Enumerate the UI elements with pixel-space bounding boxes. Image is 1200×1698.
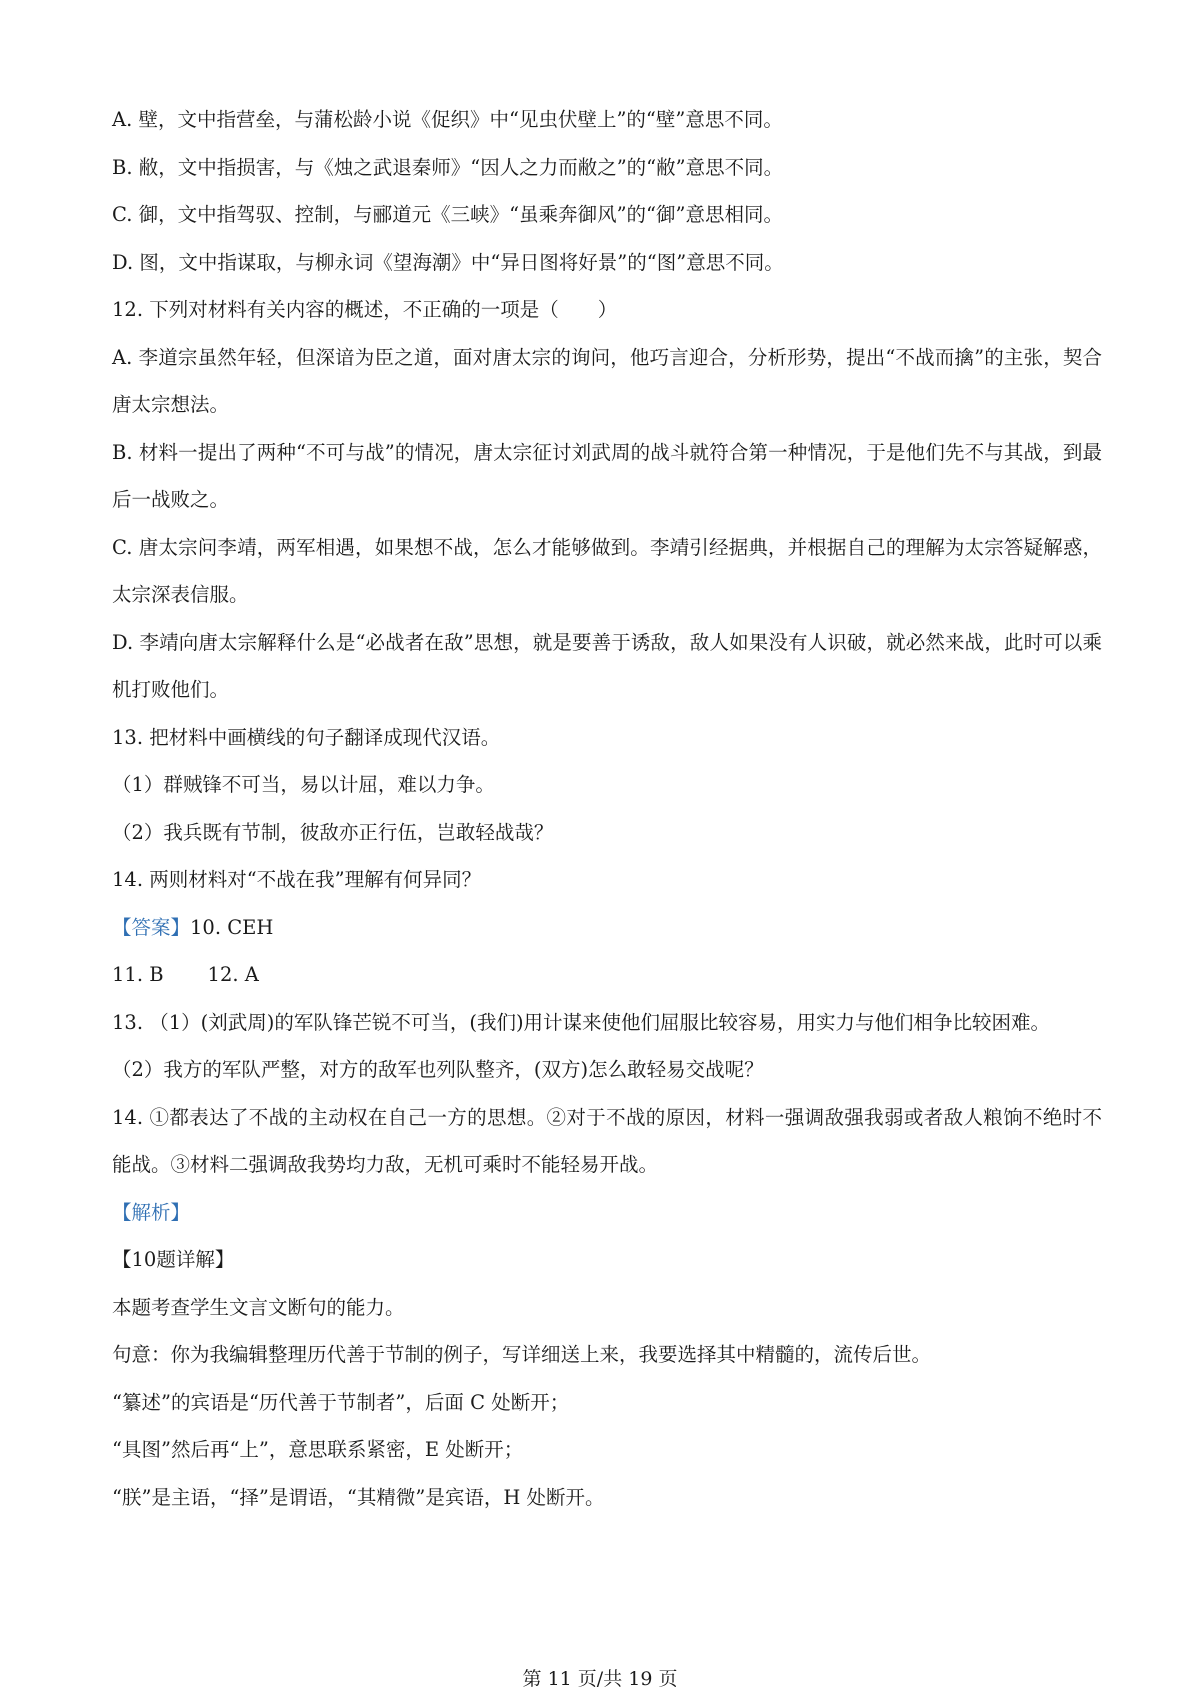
answer-12: 12. A [207, 963, 259, 986]
q12-stem: 12. 下列对材料有关内容的概述，不正确的一项是（ ） [112, 298, 618, 321]
analysis-tag: 【解析】 [112, 1200, 191, 1224]
q13-item-1: （1）群贼锋不可当，易以计屈，难以力争。 [112, 773, 495, 796]
answer-10: 10. CEH [190, 915, 274, 939]
answer-14: 14. ①都表达了不战的主动权在自己一方的思想。②对于不战的原因，材料一强调敌强我弱或者敌人粮饷不绝时不能战。③材料二强调敌我势均力敌，无机可乘时不能轻易开战。 [112, 1105, 1102, 1176]
answer-13-2: （2）我方的军队严整，对方的敌军也列队整齐，(双方)怎么敢轻易交战呢？ [112, 1058, 764, 1081]
analysis-line-4: “具图”然后再“上”，意思联系紧密，E 处断开； [112, 1438, 524, 1461]
answer-13-1: 13. （1）(刘武周)的军队锋芒锐不可当，(我们)用计谋来使他们屈服比较容易，用实力与他们相争比较困难。 [112, 1010, 1051, 1034]
page-number: 第 11 页/共 19 页 [522, 1668, 678, 1690]
answer-11: 11. B [112, 963, 164, 986]
analysis-line-1: 本题考查学生文言文断句的能力。 [112, 1295, 405, 1319]
q12-option-b: B. 材料一提出了两种“不可与战”的情况，唐太宗征讨刘武周的战斗就符合第一种情况，于是他们先不与其战，到最后一战败之。 [112, 440, 1102, 511]
answer-line-10 [112, 904, 1102, 952]
analysis-line-3: “纂述”的宾语是“历代善于节制者”，后面 C 处断开； [112, 1390, 570, 1414]
q11-option-b: B. 敝，文中指损害，与《烛之武退秦师》“因人之力而敝之”的“敝”意思不同。 [112, 155, 784, 179]
q11-option-c: C. 御，文中指驾驭、控制，与郦道元《三峡》“虽乘奔御风”的“御”意思相同。 [112, 203, 783, 226]
q11-option-a: A. 壁，文中指营垒，与蒲松龄小说《促织》中“见虫伏壁上”的“壁”意思不同。 [112, 108, 783, 131]
q14-stem: 14. 两则材料对“不战在我”理解有何异同？ [112, 868, 482, 891]
analysis-line-2: 句意：你为我编辑整理历代善于节制的例子，写详细送上来，我要选择其中精髓的，流传后世。 [112, 1343, 932, 1366]
q12-option-c: C. 唐太宗问李靖，两军相遇，如果想不战，怎么才能够做到。李靖引经据典，并根据自己的理解为太宗答疑解惑，太宗深表信服。 [112, 535, 1102, 606]
document-page [112, 96, 1102, 1521]
analysis-tag-line [112, 1189, 1102, 1237]
q12-option-a: A. 李道宗虽然年轻，但深谙为臣之道，面对唐太宗的询问，他巧言迎合，分析形势，提出“不战而擒”的主张，契合唐太宗想法。 [112, 345, 1102, 416]
q12-option-d: D. 李靖向唐太宗解释什么是“必战者在敌”思想，就是要善于诱敌，敌人如果没有人识破，就必然来战，此时可以乘机打败他们。 [112, 630, 1102, 701]
q13-item-2: （2）我兵既有节制，彼敌亦正行伍，岂敢轻战哉？ [112, 820, 554, 844]
q13-stem: 13. 把材料中画横线的句子翻译成现代汉语。 [112, 725, 501, 749]
analysis-heading: 【10题详解】 [112, 1248, 235, 1271]
answer-tag: 【答案】 [112, 915, 191, 939]
answer-line-11-12 [112, 951, 1102, 999]
q11-option-d: D. 图，文中指谋取，与柳永词《望海潮》中“异日图将好景”的“图”意思不同。 [112, 250, 784, 274]
analysis-line-5: “朕”是主语，“择”是谓语，“其精微”是宾语，H 处断开。 [112, 1485, 605, 1509]
